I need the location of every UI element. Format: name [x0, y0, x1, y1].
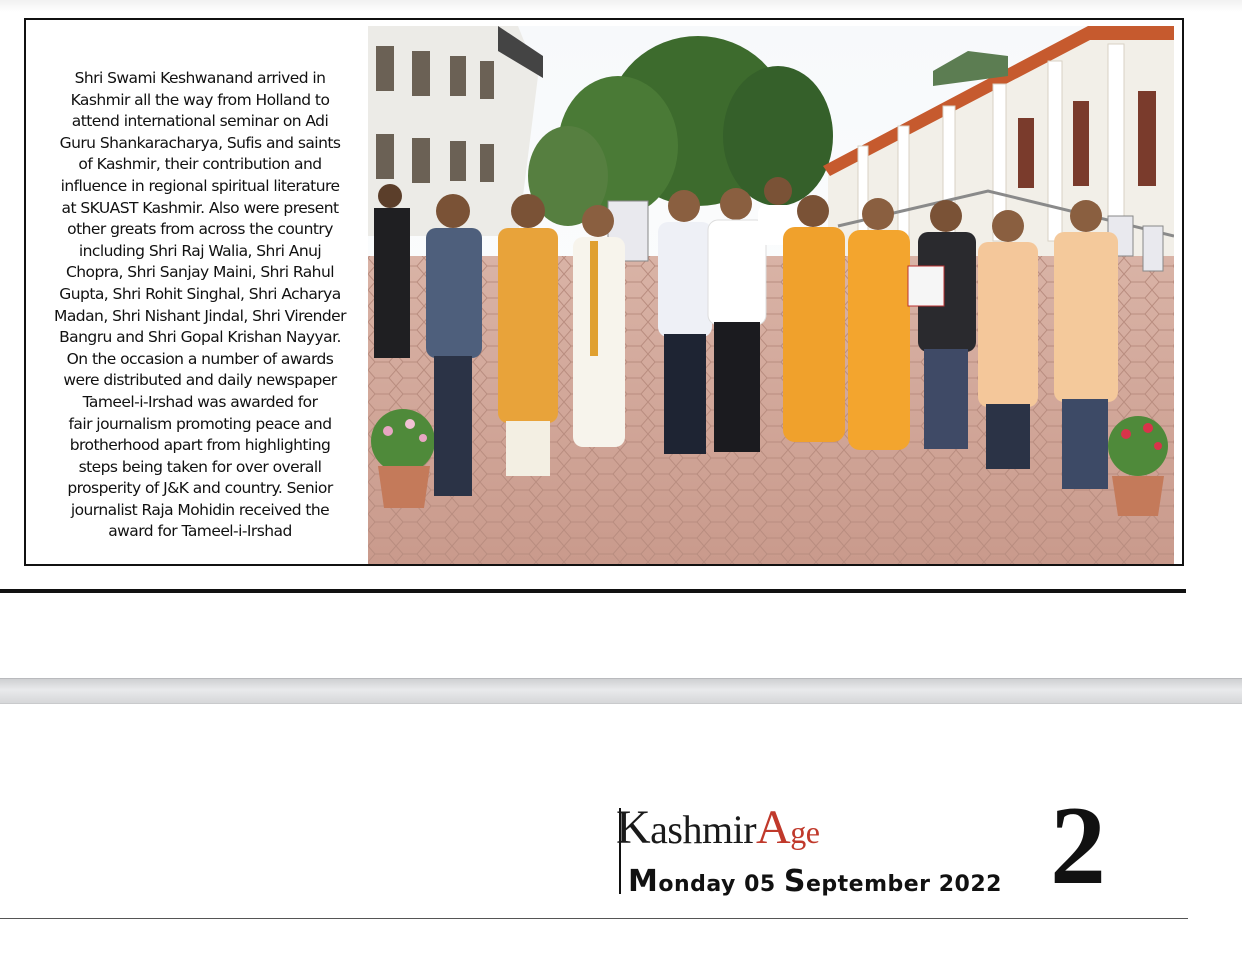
flower-pot-right — [1108, 416, 1168, 516]
article-box — [24, 18, 1184, 566]
day-initial: M — [628, 864, 659, 899]
footer-rule — [0, 918, 1188, 919]
page-number: 2 — [1050, 784, 1106, 908]
month-rest: eptember — [805, 872, 931, 897]
page-top-shadow — [0, 0, 1242, 12]
logo-kashmir-rest: ashmir — [650, 807, 757, 852]
year: 2022 — [938, 872, 1002, 897]
issue-date — [628, 864, 1002, 899]
article-caption: Shri Swami Keshwanand arrived in Kashmir all the way from Holland to attend international seminar on Adi Guru Shankaracharya, Sufis and saints of Kashmir, their contribution and influence in regional spiritual literature at SKUAST Kashmir. Also were present other greats from across the country including Shri Raj Walia, Shri Anuj Chopra, Shri Sanjay Maini, Shri Rahul Gupta, Shri Rohit Singhal, Shri Acharya Madan, Shri Nishant Jindal, Shri Virender Bangru and Shri Gopal Krishan Nayyar. On the occasion a number of awards were distributed and daily newspaper Tameel-i-Irshad was awarded for fair journalism promoting peace and brotherhood apart from highlighting steps being taken for over overall prosperity of J&K and country. Senior journalist Raja Mohidin received the award for Tameel-i-Irshad — [54, 69, 346, 541]
newspaper-logo — [616, 800, 819, 860]
logo-age-rest: ge — [790, 814, 820, 850]
day-number: 05 — [744, 872, 776, 897]
page-break-gap — [0, 678, 1242, 704]
logo-kashmir-initial: K — [616, 801, 651, 854]
day-rest: onday — [658, 872, 736, 897]
month-initial: S — [783, 864, 806, 899]
masthead — [616, 800, 1036, 905]
section-divider — [0, 589, 1186, 593]
logo-age-initial: A — [756, 801, 791, 854]
group-photo-illustration — [368, 26, 1174, 564]
group-photo — [368, 26, 1174, 564]
